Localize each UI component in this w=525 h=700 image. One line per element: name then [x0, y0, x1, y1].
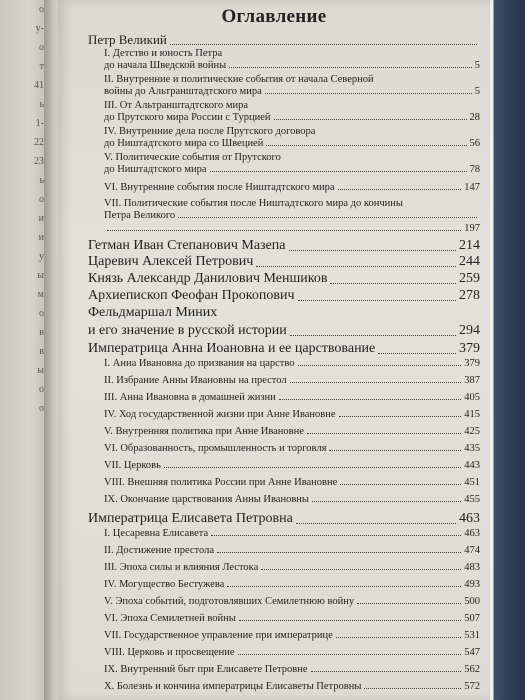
toc-entry	[104, 681, 480, 692]
toc-page-number: 56	[469, 138, 480, 149]
toc-entry	[104, 358, 480, 369]
toc-entry-title: войны до Альтранштадтского мира	[104, 86, 262, 97]
left-page-text-fragment: м	[37, 289, 44, 300]
dot-leader	[312, 501, 461, 502]
toc-entry-title: VIII. Внешняя политика России при Анне Ивановне	[104, 477, 338, 488]
toc-entry-title: V. Политические события от Прутского	[104, 152, 281, 163]
toc-entry-title: Архиепископ Феофан Прокопович	[88, 288, 295, 303]
dot-leader	[329, 450, 461, 451]
toc-page-number: 455	[464, 494, 480, 505]
toc-page-number: 435	[464, 443, 480, 454]
toc-page-number: 507	[464, 613, 480, 624]
toc-entry	[104, 426, 480, 437]
toc-entry	[104, 112, 480, 123]
toc-entry	[88, 341, 480, 357]
toc-entry-title: IV. Ход государственной жизни при Анне Ивановне	[104, 409, 336, 420]
toc-entry-title: и его значение в русской истории	[88, 323, 287, 338]
toc-page-number: 425	[464, 426, 480, 437]
toc-entry-title: VI. Образованность, промышленность и торговля	[104, 443, 327, 454]
left-page-text-fragment: ь	[39, 175, 44, 186]
left-page-text-fragment: 23	[34, 156, 44, 167]
left-page-text-fragment: о	[39, 194, 44, 205]
toc-entry	[104, 223, 480, 234]
dot-leader	[239, 620, 461, 621]
toc-entry-title: III. Анна Ивановна в домашней жизни	[104, 392, 276, 403]
toc-entry	[104, 664, 480, 675]
toc-entry	[104, 494, 480, 505]
toc-page-number: 294	[459, 323, 480, 338]
toc-entry-title: V. Эпоха событий, подготовлявших Семилетнюю войну	[104, 596, 355, 607]
dot-leader	[256, 266, 456, 267]
toc-page-number: 197	[464, 223, 480, 234]
toc-entry-title: IV. Могущество Бестужева	[104, 579, 225, 590]
dot-leader	[290, 382, 462, 383]
toc-entry-title: III. От Альтранштадтского мира	[104, 100, 249, 111]
toc-page-number: 500	[464, 596, 480, 607]
toc-entry-title: VI. Эпоха Семилетней войны	[104, 613, 236, 624]
toc-entry	[104, 630, 480, 641]
dot-leader	[261, 569, 461, 570]
toc-entry	[104, 562, 480, 573]
toc-entry-title: Петр Великий	[88, 32, 167, 47]
toc-entry	[88, 254, 480, 270]
toc-entry	[104, 392, 480, 403]
dot-leader	[164, 467, 461, 468]
toc-entry-title: VII. Государственное управление при императрице	[104, 630, 333, 641]
toc-page-number: 463	[464, 528, 480, 539]
dot-leader	[378, 353, 456, 354]
toc-page-number: 28	[469, 112, 480, 123]
toc-entry	[104, 528, 480, 539]
toc-page-number: 379	[459, 341, 480, 356]
toc-entry	[104, 86, 480, 97]
toc-page-number: 451	[464, 477, 480, 488]
left-page-text-fragment: о	[39, 403, 44, 414]
dot-leader	[307, 433, 461, 434]
toc-page-number: 278	[459, 288, 480, 303]
dot-leader	[330, 283, 456, 284]
toc-page-number: 5	[474, 60, 480, 71]
toc-entry-title: VII. Политические события после Ништадтского мира до кончины	[104, 198, 403, 209]
toc-entry	[104, 60, 480, 71]
toc-entry	[104, 164, 480, 175]
toc-page-number: 493	[464, 579, 480, 590]
left-page-text-fragment: ы	[37, 365, 44, 376]
toc-entry-title: IX. Внутренний быт при Елисавете Петровне	[104, 664, 308, 675]
dot-leader	[170, 44, 477, 45]
dot-leader	[265, 93, 472, 94]
toc-page-number: 387	[464, 375, 480, 386]
toc-page-number: 5	[474, 86, 480, 97]
dot-leader	[238, 654, 462, 655]
toc-page-number: 259	[459, 271, 480, 286]
toc-entry-title: IX. Окончание царствования Анны Ивановны	[104, 494, 309, 505]
dot-leader	[290, 335, 456, 336]
toc-entry	[104, 138, 480, 149]
toc-page-number: 572	[464, 681, 480, 692]
toc-page-number: 483	[464, 562, 480, 573]
toc-page-number: 379	[464, 358, 480, 369]
toc-entry-title: до Ништадтского мира	[104, 164, 207, 175]
toc-entry-title: I. Анна Ивановна до призвания на царство	[104, 358, 295, 369]
toc-entry	[88, 271, 480, 287]
toc-entry-title: до Прутского мира России с Турцией	[104, 112, 271, 123]
toc-entry-title: VIII. Церковь и просвещение	[104, 647, 235, 658]
toc-entry	[104, 613, 480, 624]
left-page-text-fragment: о	[39, 308, 44, 319]
left-page-text-fragment: у-	[35, 23, 44, 34]
dot-leader	[298, 300, 457, 301]
dot-leader	[289, 250, 456, 251]
dot-leader	[338, 189, 462, 190]
toc-entry-title: IV. Внутренние дела после Прутского договора	[104, 126, 316, 137]
left-page-text-fragment: о	[39, 42, 44, 53]
toc-entry	[104, 579, 480, 590]
toc-entry-title: I. Цесаревна Елисавета	[104, 528, 209, 539]
toc-entry-title: III. Эпоха силы и влияния Лестока	[104, 562, 259, 573]
toc-entry	[104, 409, 480, 420]
toc-entry-title: Императрица Елисавета Петровна	[88, 511, 293, 526]
toc-entry	[104, 460, 480, 471]
dot-leader	[298, 365, 462, 366]
dot-leader	[210, 171, 467, 172]
toc-entry-title: I. Детство и юность Петра	[104, 48, 223, 59]
left-page-edge	[0, 0, 50, 700]
left-page-text-fragment: ь	[39, 99, 44, 110]
toc-page-number: 463	[459, 511, 480, 526]
left-page-text-fragment: о	[39, 384, 44, 395]
toc-entry	[88, 511, 480, 527]
dot-leader	[107, 230, 461, 231]
toc-entry-title: II. Достижение престола	[104, 545, 214, 556]
toc-page-number: 405	[464, 392, 480, 403]
dot-leader	[339, 416, 462, 417]
toc-page-number: 214	[459, 238, 480, 253]
toc-entry-title: Фельдмаршал Миних	[88, 305, 218, 320]
dot-leader	[217, 552, 461, 553]
toc-entry	[104, 443, 480, 454]
toc-entry	[88, 238, 480, 254]
toc-entry	[88, 32, 480, 48]
toc-page-number: 531	[464, 630, 480, 641]
toc-entry-title: до начала Шведской войны	[104, 60, 227, 71]
toc-entry-title: VI. Внутренние события после Ништадтского мира	[104, 182, 335, 193]
left-page-text-fragment: и	[38, 232, 44, 243]
book-cover-edge	[490, 0, 525, 700]
dot-leader	[227, 586, 461, 587]
toc-entry	[104, 375, 480, 386]
dot-leader	[266, 145, 466, 146]
left-page-text-fragment: 41	[34, 80, 44, 91]
toc-entry	[104, 545, 480, 556]
left-page-text-fragment: 22	[34, 137, 44, 148]
toc-entry-title: до Ништадтского мира со Швецией	[104, 138, 264, 149]
left-page-text-fragment: о	[39, 4, 44, 15]
toc-entry-title: X. Болезнь и кончина императрицы Елисаветы Петровны	[104, 681, 362, 692]
left-page-text-fragment: и	[38, 213, 44, 224]
toc-page-number: 147	[464, 182, 480, 193]
toc-page-number: 443	[464, 460, 480, 471]
left-page-text-fragment: ы	[37, 270, 44, 281]
dot-leader	[274, 119, 467, 120]
toc-entry-title: Гетман Иван Степанович Мазепа	[88, 238, 286, 253]
left-page-text-fragment: в	[39, 327, 44, 338]
dot-leader	[229, 67, 472, 68]
toc-page-number: 78	[469, 164, 480, 175]
dot-leader	[211, 535, 461, 536]
left-page-text-fragment: 1-	[35, 118, 44, 129]
toc-entry	[104, 477, 480, 488]
toc-entry-title: Князь Александр Данилович Меншиков	[88, 271, 328, 286]
toc-page-number: 547	[464, 647, 480, 658]
dot-leader	[178, 217, 477, 218]
toc-entry-title: II. Внутренние и политические события от начала Северной	[104, 74, 374, 85]
left-page-text-fragment: у	[39, 251, 44, 262]
toc-entry	[88, 323, 480, 339]
toc-entry-title: V. Внутренняя политика при Анне Ивановне	[104, 426, 304, 437]
page-title: Оглавление	[221, 6, 327, 27]
dot-leader	[279, 399, 462, 400]
toc-entry	[104, 596, 480, 607]
dot-leader	[296, 523, 456, 524]
left-page-text-fragment: т	[39, 61, 44, 72]
toc-entry	[104, 182, 480, 193]
toc-page-number: 415	[464, 409, 480, 420]
dot-leader	[357, 603, 461, 604]
toc-entry	[104, 647, 480, 658]
toc-entry-title: VII. Церковь	[104, 460, 161, 471]
toc-entry-title: Царевич Алексей Петрович	[88, 254, 254, 269]
dot-leader	[311, 671, 462, 672]
toc-page-number: 474	[464, 545, 480, 556]
toc-page-number: 244	[459, 254, 480, 269]
dot-leader	[336, 637, 462, 638]
toc-entry	[88, 288, 480, 304]
toc-entry	[104, 210, 480, 221]
toc-page-number: 562	[464, 664, 480, 675]
dot-leader	[364, 688, 461, 689]
toc-entry-title: II. Избрание Анны Ивановны на престол	[104, 375, 287, 386]
left-page-text-fragment: в	[39, 346, 44, 357]
toc-entry-title: Императрица Анна Иоановна и ее царствование	[88, 341, 376, 356]
dot-leader	[340, 484, 461, 485]
toc-entry-title: Петра Великого	[104, 210, 176, 221]
